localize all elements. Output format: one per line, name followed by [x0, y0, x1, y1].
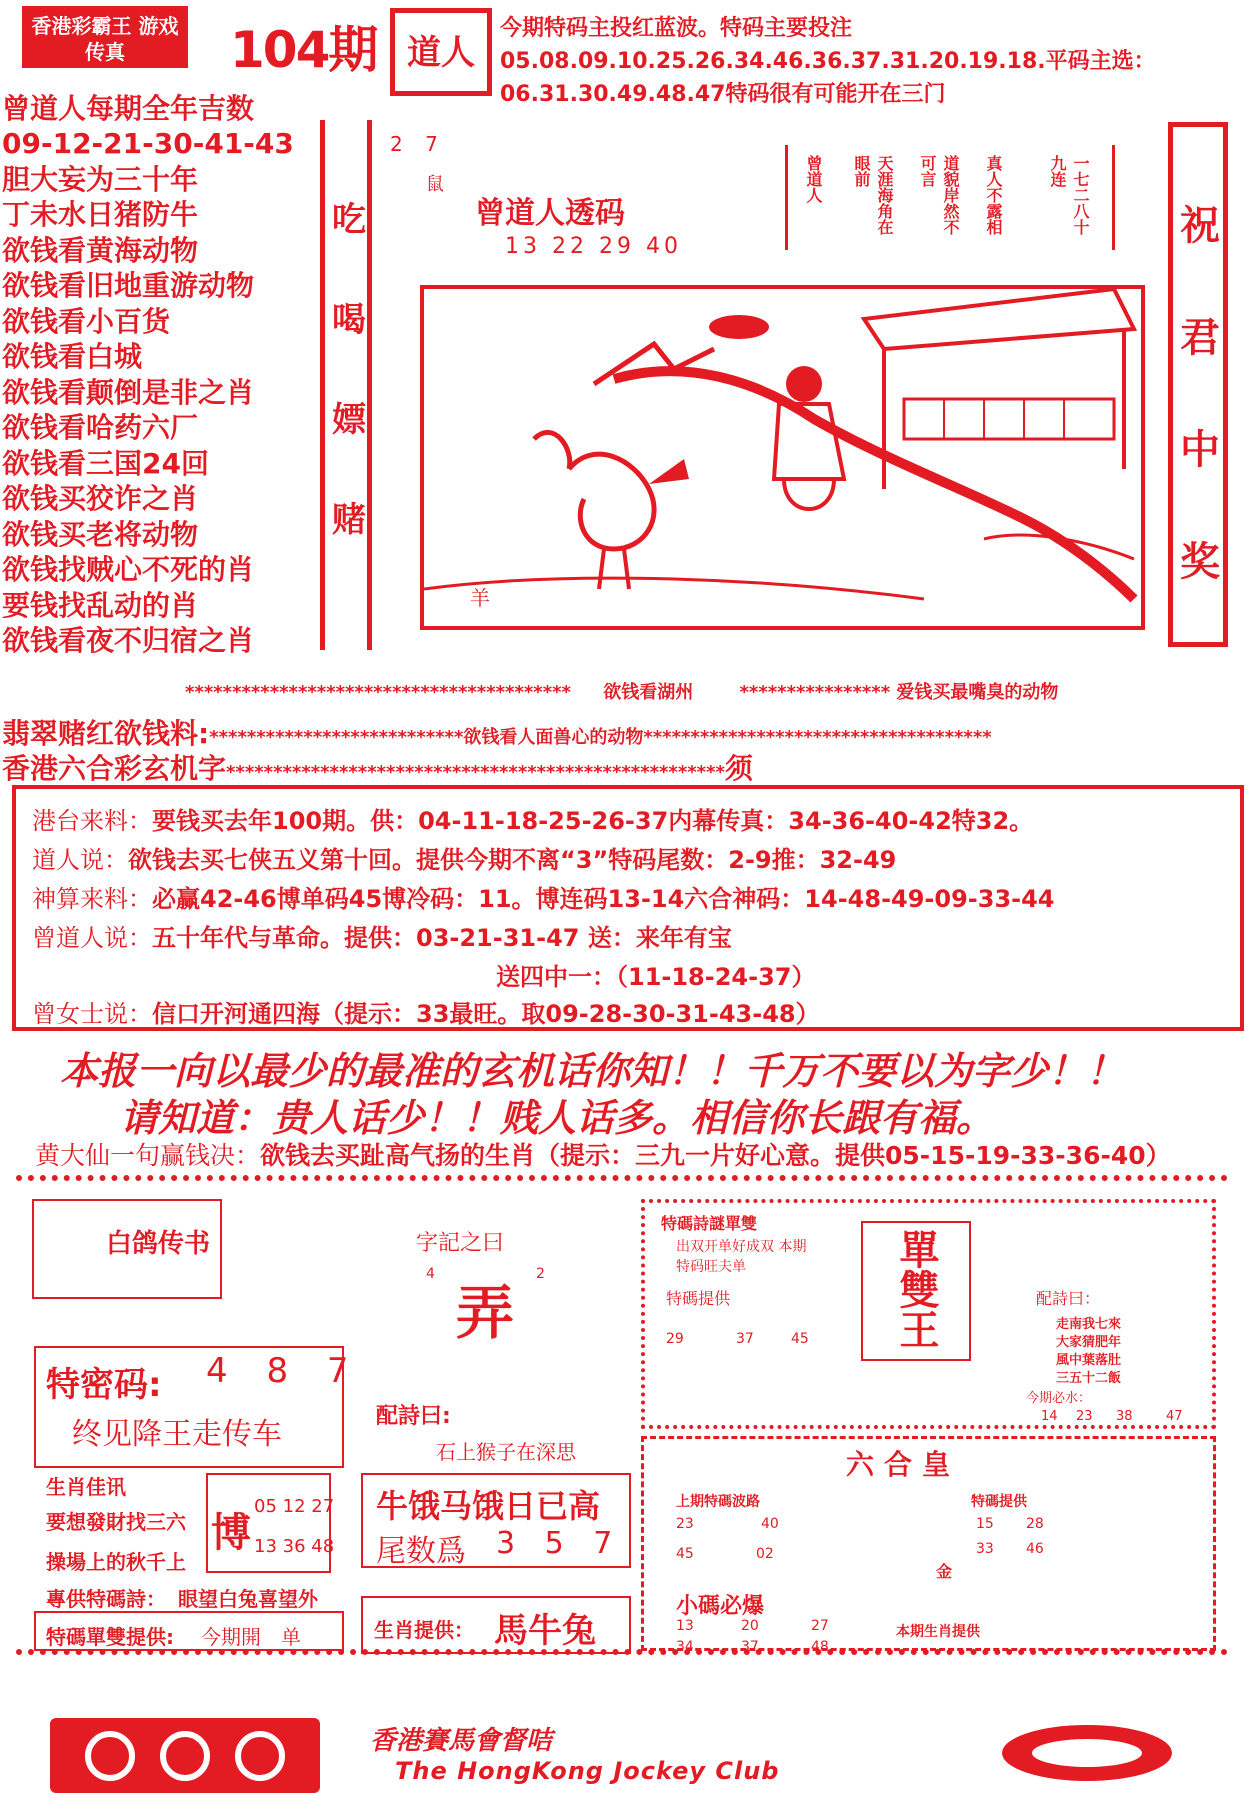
left-column-line: 欲钱找贼心不死的肖: [2, 553, 255, 586]
seal-stamp: 道人: [390, 8, 492, 96]
info-label: 曾道人说：: [32, 924, 152, 952]
stars-tail-text: 须: [724, 752, 753, 785]
scroll-nums: 13 22 29 40: [505, 234, 682, 259]
left-column-line: 欲钱买老将动物: [2, 517, 199, 551]
info-row: [32, 879, 1055, 914]
left-column-line: 欲钱看夜不归宿之肖: [2, 624, 255, 657]
temi-label: 特密码:: [46, 1365, 162, 1405]
info-value: 必赢42-46博单码45博冷码：11。博连码13-14六合神码：14-48-49-09-33-44: [152, 885, 1055, 913]
painting-sheep-label: 羊: [470, 586, 490, 610]
xiaoma-num: 27: [811, 1618, 829, 1634]
left-pole-text: [332, 170, 364, 570]
info-value: 要钱买去年100期。供：04-11-18-25-26-37内幕传真：34-36-40-42特32。: [152, 807, 1034, 835]
jinqi-num: 38: [1116, 1409, 1133, 1424]
issue-number: 104期: [230, 21, 377, 79]
left-column-line: 欲钱看三国24回: [2, 446, 209, 480]
peishi2-line: 大家猜肥年: [1056, 1335, 1122, 1350]
sx-line-2: 操場上的秋千上: [46, 1550, 186, 1574]
temi-tg-num: 29: [666, 1331, 684, 1347]
daxian-label: 黄大仙一句赢钱决：: [35, 1141, 261, 1170]
xiaoma-num: 48: [811, 1639, 829, 1655]
stars-row-1: [185, 678, 1058, 704]
ornament-icon: [50, 1718, 320, 1793]
stars: *****************************************: [185, 682, 571, 703]
slogan-line-2: 请知道：贵人话少！！贱人话多。相信你长跟有福。: [120, 1096, 995, 1140]
peishi-value: 石上猴子在深思: [436, 1440, 576, 1464]
info-value: 五十年代与革命。提供：03-21-31-47 送：来年有宝: [152, 924, 732, 952]
info-row: [32, 994, 820, 1029]
big-line: 牛饿马饿日已高: [376, 1487, 601, 1525]
stars-row-2: [2, 712, 992, 752]
scroll-rat: 鼠: [426, 174, 444, 195]
left-column-line: 胆大妄为三十年: [2, 162, 199, 196]
xiaoma-num: 13: [676, 1618, 694, 1634]
info-row: [496, 957, 815, 992]
jinqi-num: 14: [1041, 1409, 1058, 1424]
daxian-line: [35, 1136, 1171, 1172]
left-column-line: 欲钱看颠倒是非之肖: [2, 375, 255, 409]
temi-nums: 4 8 7: [206, 1351, 363, 1391]
poem-col: 真人不露相: [984, 155, 1003, 235]
temi-tg2-num: 15: [976, 1516, 994, 1532]
shangqi-num: 02: [756, 1546, 774, 1562]
peishi2-line: 走南我七來: [1056, 1317, 1122, 1332]
left-pole-char: 赌: [332, 500, 366, 540]
peishi-label: 配詩曰:: [376, 1404, 451, 1429]
footer-en: The HongKong Jockey Club: [395, 1757, 780, 1785]
sxtg-label: 生肖提供：: [374, 1618, 474, 1642]
xiaoma-num: 34: [676, 1639, 694, 1655]
stars-label: 翡翠赌红欲钱料:: [2, 717, 210, 750]
sx-line-1: 要想發財找三六: [46, 1510, 186, 1534]
poem-box: [785, 145, 1115, 250]
sxtg-value: 馬牛兔: [494, 1611, 596, 1651]
left-column-line: 欲钱看小百货: [2, 304, 171, 338]
poem-col: 曾道人: [804, 155, 823, 203]
danshuang-value: 今期開 单: [201, 1625, 301, 1649]
temi-tg2: 特碼提供: [971, 1494, 1027, 1510]
temi-tg2-num: 46: [1026, 1541, 1044, 1557]
benqi-label: 本期生肖提供: [896, 1624, 980, 1640]
jinqi-num: 47: [1166, 1409, 1183, 1424]
footer-emblem-left: [50, 1718, 320, 1793]
temi-panel: [34, 1346, 344, 1468]
header-tip: 今期特码主投红蓝波。特码主要投注05.08.09.10.25.26.34.46.36.37.31.20.19.18.平码主选：06.31.30.49.48.47特码很有可能开在三门: [500, 16, 1156, 107]
poem-col: 天涯海角在眼前: [852, 155, 894, 235]
zi-num-left: 4: [426, 1266, 435, 1282]
zi-num-right: 2: [536, 1266, 545, 1282]
poem-col: 道貌岸然不可言: [918, 155, 960, 235]
left-column-line: 欲钱看哈药六厂: [2, 411, 199, 444]
left-pole-char: 嫖: [332, 400, 366, 440]
right-top-poem: 出双开单好成双 本期特码旺夫单: [676, 1239, 807, 1275]
peishi2-label: 配詩曰：: [1036, 1289, 1101, 1308]
info-value: 送四中一：（11-18-24-37）: [496, 963, 816, 991]
temi-tg-num: 37: [736, 1331, 754, 1347]
bo-char: 博: [211, 1510, 251, 1556]
temi-tg2-num: 28: [1026, 1516, 1044, 1532]
shangqi-num: 45: [676, 1546, 694, 1562]
info-value: 欲钱去买七侠五义第十回。提供今期不离“3”特码尾数：2-9推：32-49: [128, 846, 897, 874]
peishi2-line: 風中葉落肚: [1056, 1353, 1122, 1368]
weishu-value: 3 5 7: [496, 1526, 623, 1561]
danshuang-label: 特碼單雙提供:: [46, 1625, 174, 1649]
right-pole-char: 奖: [1180, 539, 1220, 585]
masthead-logo-text: 香港彩霸王 游戏传真: [31, 14, 179, 64]
right-pole-text: [1180, 170, 1220, 618]
shangqi-num: 40: [761, 1516, 779, 1532]
scroll-top-nums: 2 7: [390, 132, 446, 156]
left-column-line: 欲钱看黄海动物: [2, 233, 199, 267]
bottom-frame: [16, 1175, 1228, 1655]
jinqi-num: 23: [1076, 1409, 1093, 1424]
footer-cn: 香港賽馬會督咭: [370, 1726, 553, 1756]
stars: *****************************************************: [226, 762, 725, 783]
danshuangwang-title: 單雙王: [893, 1229, 939, 1349]
painting-illustration: [420, 285, 1145, 630]
stars-tail-text: 爱钱买最嘴臭的动物: [896, 682, 1059, 703]
left-column-line: 欲钱看旧地重游动物: [2, 269, 255, 302]
shangqi-label: 上期特碼波路: [676, 1494, 760, 1510]
jockey-club-logo-icon: [1000, 1718, 1175, 1788]
left-lead: 曾道人每期全年吉数: [2, 92, 255, 125]
right-pole-char: 君: [1180, 315, 1220, 361]
right-pole-char: 祝: [1180, 203, 1220, 249]
slogan-line-1: 本报一向以最少的最准的玄机话你知！！千万不要以为字少！！: [60, 1049, 1125, 1093]
xiaoma-num: 37: [741, 1639, 759, 1655]
info-label: 港台来料：: [32, 807, 152, 835]
peishi2-line: 三五十二飯: [1056, 1371, 1122, 1386]
info-box: [12, 785, 1244, 1031]
masthead-logo: [22, 6, 188, 68]
stars: ***************************: [209, 727, 464, 748]
footer-emblem-right: [1000, 1718, 1175, 1788]
info-row: [32, 801, 1033, 836]
poem-col: 一七二八十九连: [1048, 155, 1090, 235]
stars: ****************: [739, 682, 891, 703]
jinqi-label: 今期必水：: [1026, 1391, 1092, 1406]
left-column-line: 要钱找乱动的肖: [2, 588, 199, 622]
right-pole-char: 中: [1180, 427, 1220, 473]
info-row: [32, 918, 732, 953]
stars-mid-text: 欲钱看湖州: [603, 682, 694, 703]
temi-line: 终见降王走传车: [72, 1417, 282, 1452]
info-value: 信口开河通四海（提示：33最旺。取09-28-30-31-43-48）: [152, 1000, 820, 1028]
jin-char: 金: [936, 1562, 953, 1581]
scroll-title: 曾道人透码: [475, 196, 625, 231]
zi-title: 字記之曰: [416, 1231, 505, 1256]
bo-nums-1: 05 12 27: [254, 1496, 335, 1517]
info-row: [32, 840, 896, 875]
sxtg-panel: [361, 1596, 631, 1654]
left-column: [2, 92, 320, 659]
bigline-panel: [361, 1473, 631, 1568]
painting-svg: [424, 289, 1141, 626]
stars-row-3: [2, 747, 753, 787]
danshuang-panel: [34, 1611, 344, 1651]
bo-nums-2: 13 36 48: [254, 1536, 335, 1557]
zhuangong-label: 專供特碼詩：: [46, 1587, 166, 1611]
temi-tg2-num: 33: [976, 1541, 994, 1557]
info-label: 道人说：: [32, 846, 128, 874]
stars: *************************************: [643, 727, 992, 748]
left-column-line: 09-12-21-30-41-43: [2, 127, 294, 160]
shengxiao-title: 生肖佳讯: [46, 1475, 126, 1499]
temi-tigong: 特碼提供: [666, 1289, 731, 1308]
zi-char: 弄: [456, 1279, 515, 1347]
shangqi-num: 23: [676, 1516, 694, 1532]
stars-label: 香港六合彩玄机字: [2, 752, 227, 785]
xiaoma-num: 20: [741, 1618, 759, 1634]
left-column-line: 丁未水日猪防牛: [2, 198, 199, 231]
right-top-title: 特碼詩謎單雙: [661, 1214, 758, 1233]
liuhe-title: 六合皇: [846, 1448, 961, 1481]
stars-mid-text: 欲钱看人面兽心的动物: [463, 727, 644, 748]
weishu-label: 尾数爲: [376, 1534, 466, 1569]
info-label: 曾女士说：: [32, 1000, 152, 1028]
baige-title: 白鸽传书: [106, 1229, 211, 1259]
left-pole-char: 喝: [332, 300, 366, 340]
daxian-value: 欲钱去买趾高气扬的生肖（提示：三九一片好心意。提供05-15-19-33-36-40）: [260, 1141, 1171, 1170]
xiaoma-title: 小碼必爆: [676, 1594, 765, 1619]
temi-tg-num: 45: [791, 1331, 809, 1347]
left-pole-char: 吃: [332, 200, 366, 240]
left-column-line: 欲钱看白城: [2, 340, 143, 373]
info-label: 神算来料：: [32, 885, 152, 913]
zhuangong-value: 眼望白兔喜望外: [178, 1587, 318, 1611]
left-column-line: 欲钱买狡诈之肖: [2, 482, 199, 515]
